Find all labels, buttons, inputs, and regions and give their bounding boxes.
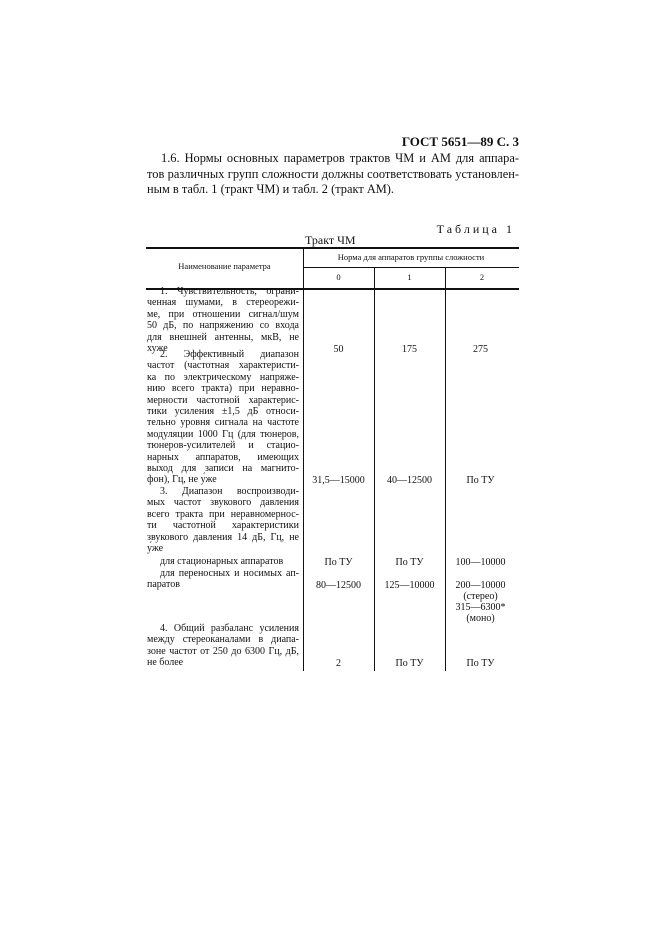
row-1-value-group-0: 50 (333, 343, 344, 355)
row-1-value-group-1: 175 (402, 343, 417, 355)
paragraph-line: 1.6. Нормы основных параметров трактов ЧМ и АМ для аппара- (161, 151, 519, 165)
table-top-rule (146, 247, 519, 249)
row-5-value-group-2: 200—10000 (стерео) 315—6300* (моно) (455, 579, 506, 624)
table-caption: Тракт ЧМ (305, 233, 356, 247)
row-text-line: ченная шумами, в стереорежи- (147, 297, 299, 309)
row-text-line: фон), Гц, не у́же (147, 474, 217, 486)
paragraph-line: тов различных групп сложности должны соответствовать установлен- (147, 166, 519, 181)
row-text-line: для стационарных аппаратов (160, 556, 284, 567)
page-header: ГОСТ 5651—89 С. 3 (401, 134, 519, 149)
row-text-line: ме, при отношении сигнал/шум (147, 308, 299, 320)
row-4-value-group-0: По ТУ (324, 556, 353, 568)
row-2-value-group-0: 31,5—15000 (312, 474, 365, 486)
table-row-2-name (147, 349, 299, 486)
row-text-line: ка по электрическому напряже- (147, 371, 299, 383)
header-norm: Норма для аппаратов группы сложности (337, 252, 485, 262)
row-text-line: 50 дБ, по напряжению со входа (147, 320, 299, 332)
row-text-line: 4. Общий разбаланс усиления (160, 623, 299, 634)
column-divider (374, 268, 375, 671)
column-divider (303, 249, 304, 671)
row-text-line: 2. Эффективный диапазон (160, 349, 299, 360)
row-1-value-group-2: 275 (473, 343, 488, 355)
paragraph-line: ным в табл. 1 (тракт ЧМ) и табл. 2 (тракт АМ). (147, 182, 395, 196)
row-text-line: мых частот звукового давления (147, 497, 299, 509)
header-rule (303, 267, 519, 268)
row-5-value-group-0: 80—12500 (316, 579, 361, 591)
row-text-line: для переносных и носимых ап- (160, 568, 299, 579)
row-text-line: тельно уровня сигнала на частоте (147, 417, 299, 429)
row-text-line: звукового давления 14 дБ, Гц, не (147, 531, 299, 543)
header-param: Наименование параметра (178, 261, 271, 271)
table-row-1-name (147, 286, 299, 354)
header-group-1: 1 (407, 272, 412, 282)
row-2-value-group-1: 40—12500 (387, 474, 432, 486)
table-row-5-name (147, 568, 299, 591)
row-text-line: частот (частотная характеристи- (147, 360, 299, 372)
row-text-line: зоне частот от 250 до 6300 Гц, дБ, (147, 645, 299, 657)
row-text-line: нию всего тракта) при неравно- (147, 383, 299, 395)
row-text-line: выход для записи на магнито- (147, 463, 299, 475)
table-row-6-name (147, 623, 299, 669)
row-text-line: 3. Диапазон воспроизводи- (160, 486, 299, 497)
row-text-line: хуже (147, 343, 168, 355)
row-6-value-group-1: По ТУ (395, 657, 424, 669)
row-text-line: не более (147, 657, 184, 669)
row-text-line: тики усиления ±1,5 дБ относи- (147, 406, 299, 418)
row-text-line: для внешней антенны, мкВ, не (147, 331, 299, 343)
row-text-line: нарных аппаратов, имеющих (147, 451, 299, 463)
row-6-value-group-2: По ТУ (466, 657, 495, 669)
table-row-3-name (147, 486, 299, 554)
row-5-value-group-1: 125—10000 (384, 579, 435, 591)
row-4-value-group-2: 100—10000 (455, 556, 506, 568)
table-number: Таблица 1 (436, 222, 515, 236)
paragraph-1-6 (147, 151, 519, 198)
row-text-line: всего тракта при неравномернос- (147, 508, 299, 520)
row-text-line: у́же (147, 543, 164, 555)
header-group-2: 2 (479, 272, 485, 282)
row-text-line: мерности частотной характерис- (147, 394, 299, 406)
row-text-line: 1. Чувствительность, ограни- (160, 286, 299, 297)
row-text-line: тюнеров-усилителей и стацио- (147, 440, 299, 452)
row-4-value-group-1: По ТУ (395, 556, 424, 568)
row-6-value-group-0: 2 (336, 657, 341, 669)
row-text-line: между стереоканалами в диапа- (147, 634, 299, 646)
header-group-0: 0 (336, 272, 341, 282)
row-2-value-group-2: По ТУ (466, 474, 495, 486)
row-text-line: модуляции 1000 Гц (для тюнеров, (147, 428, 299, 440)
row-text-line: ти частотной характеристики (147, 520, 299, 532)
table-row-4-name (147, 556, 299, 567)
row-text-line: паратов (147, 579, 180, 591)
